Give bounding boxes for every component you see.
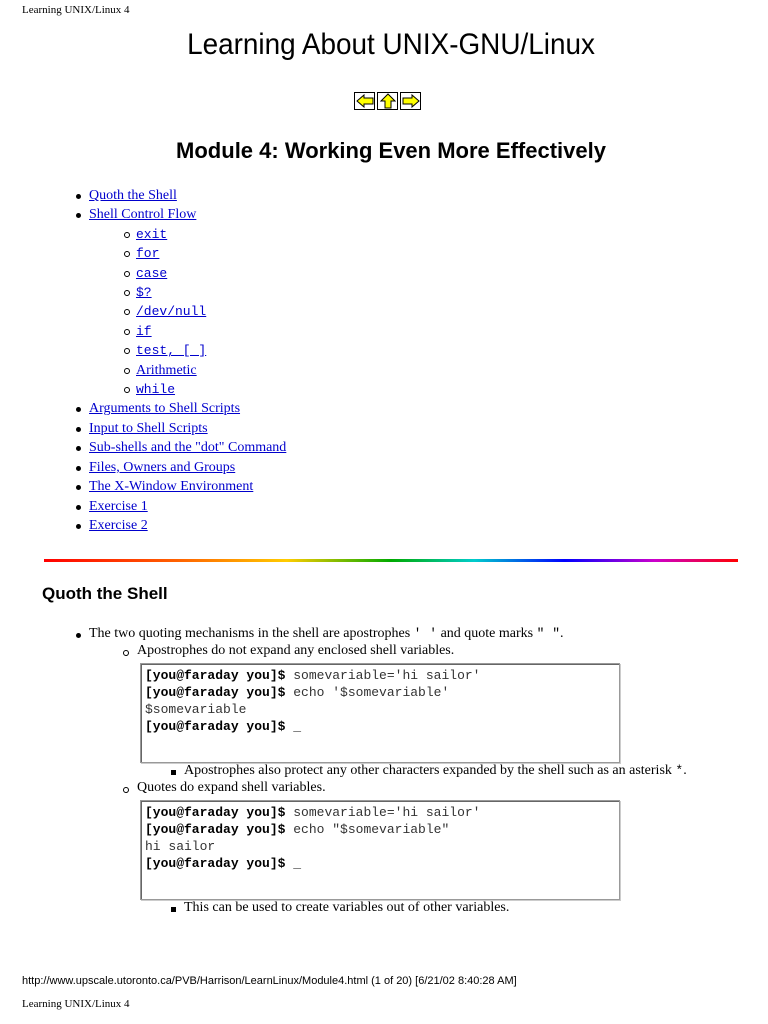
code-block-quotes: [you@faraday you]$ somevariable='hi sailor' [you@faraday you]$ echo "$somevariable" hi sailor [you@faraday you]$ _ — [140, 800, 620, 900]
list-item — [70, 458, 286, 477]
footer-url: http://www.upscale.utoronto.ca/PVB/Harrison/LearnLinux/Module4.html (1 of 20) [6/21/02 8:40:28 AM] — [22, 975, 517, 987]
rainbow-divider — [44, 559, 738, 562]
toc-link-x-window[interactable]: The X-Window Environment — [89, 479, 254, 495]
quoting-intro-text: The two quoting mechanisms in the shell are apostrophes ' ' and quote marks " ". — [89, 626, 564, 641]
list-item — [70, 497, 286, 516]
sub-bullet-icon — [123, 787, 129, 793]
module-title: Module 4: Working Even More Effectively — [176, 138, 606, 163]
section-title: Quoth the Shell — [42, 584, 168, 603]
toc-link-for[interactable]: for — [136, 246, 160, 262]
square-bullet-icon — [171, 907, 176, 912]
left-arrow-icon — [356, 94, 374, 108]
list-item — [70, 477, 286, 496]
right-arrow-icon — [402, 94, 420, 108]
square-bullet-icon — [171, 770, 176, 775]
toc-link-exercise-1[interactable]: Exercise 1 — [89, 498, 148, 514]
toc-link-exercise-2[interactable]: Exercise 2 — [89, 517, 148, 533]
main-title: Learning About UNIX-GNU/Linux — [187, 28, 595, 61]
list-item — [89, 283, 286, 302]
toc-link-shell-control-flow[interactable]: Shell Control Flow — [89, 207, 197, 223]
up-page-button[interactable] — [377, 92, 398, 110]
toc-sublist — [89, 225, 286, 400]
list-item — [89, 380, 286, 399]
list-item — [89, 341, 286, 360]
prev-page-button[interactable] — [354, 92, 375, 110]
sub-bullet-icon — [123, 650, 129, 656]
list-item — [70, 399, 286, 418]
list-item — [70, 205, 286, 399]
next-page-button[interactable] — [400, 92, 421, 110]
toc-link-sub-shells[interactable]: Sub-shells and the "dot" Command — [89, 440, 287, 456]
list-item — [89, 225, 286, 244]
list-item — [70, 419, 286, 438]
toc-link-arithmetic[interactable]: Arithmetic — [136, 362, 197, 378]
toc-link-files-owners[interactable]: Files, Owners and Groups — [89, 459, 236, 475]
toc-link-dev-null[interactable]: /dev/null — [136, 304, 207, 320]
nav-buttons — [354, 92, 421, 110]
toc-link-if[interactable]: if — [136, 323, 152, 339]
toc-link-exit-status[interactable]: $? — [136, 285, 152, 301]
toc-link-quoth-the-shell[interactable]: Quoth the Shell — [89, 188, 177, 203]
toc-link-while[interactable]: while — [136, 382, 176, 398]
apostrophes-text: Apostrophes do not expand any enclosed shell variables. — [137, 643, 455, 658]
toc-link-exit[interactable]: exit — [136, 226, 168, 242]
list-item — [89, 361, 286, 380]
asterisk-note-text: Apostrophes also protect any other characters expanded by the shell such as an asterisk *. — [184, 763, 687, 778]
list-item — [89, 322, 286, 341]
page-header: Learning UNIX/Linux 4 — [22, 4, 130, 16]
toc-link-arguments[interactable]: Arguments to Shell Scripts — [89, 401, 241, 417]
code-block-apostrophes: [you@faraday you]$ somevariable='hi sailor' [you@faraday you]$ echo '$somevariable' $somevariable [you@faraday you]$ _ — [140, 663, 620, 763]
list-item — [89, 302, 286, 321]
variables-note-text: This can be used to create variables out of other variables. — [184, 900, 510, 915]
list-item — [70, 438, 286, 457]
list-item — [89, 244, 286, 263]
list-item — [70, 186, 286, 205]
footer-label: Learning UNIX/Linux 4 — [22, 998, 130, 1010]
up-arrow-icon — [380, 93, 396, 109]
list-item — [89, 264, 286, 283]
toc-link-case[interactable]: case — [136, 265, 168, 281]
table-of-contents — [70, 186, 286, 535]
toc-link-test[interactable]: test, [ ] — [136, 343, 207, 359]
bullet-icon — [76, 633, 81, 638]
toc-link-input[interactable]: Input to Shell Scripts — [89, 420, 208, 436]
quotes-text: Quotes do expand shell variables. — [137, 780, 326, 795]
list-item — [70, 516, 286, 535]
